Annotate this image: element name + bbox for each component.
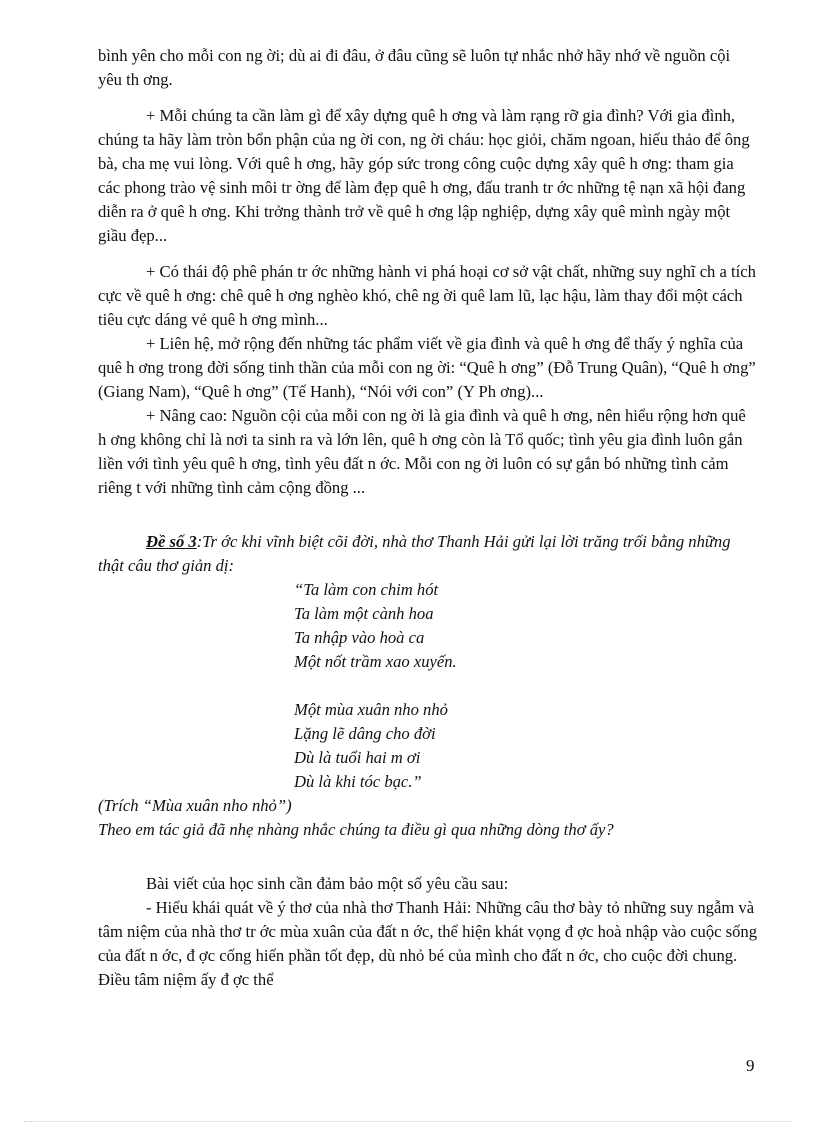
poem-line: Lặng lẽ dâng cho đời	[294, 724, 436, 743]
answer-intro: Bài viết của học sinh cần đảm bảo một số yêu cầu sau:	[146, 874, 509, 893]
poem-line: Một mùa xuân nho nhỏ	[294, 700, 448, 719]
poem-line: “Ta làm con chim hót	[294, 580, 439, 599]
poem-line: Một nốt trầm xao xuyến.	[294, 652, 457, 671]
body-paragraph: bình yên cho mỗi con ng ời; dù ai đi đâu, ở đâu cũng sẽ luôn tự nhắc nhở hãy nhớ về nguồn cội yêu th ơng.	[98, 46, 731, 89]
body-paragraph: + Mỗi chúng ta cần làm gì để xây dựng quê h ơng và làm rạng rỡ gia đình? Với gia đình, chúng ta hãy làm tròn bổn phận của ng ời con, ng ời cháu: học giỏi, chăm ngoan, hiếu thảo để ông bà, cha mẹ vui lòng. Với quê h ơng, hãy góp sức trong công cuộc dựng xây quê h ơng: tham gia các phong trào vệ sinh môi tr ờng để làm đẹp quê h ơng, đấu tranh tr ớc những tệ nạn xã hội đang diễn ra ở quê h ơng. Khi trởng thành trở về quê h ơng lập nghiệp, dựng xây quê mình ngày một giầu đẹp...	[98, 106, 750, 245]
page-bottom-divider	[24, 1121, 792, 1122]
poem-line: Dù là khi tóc bạc.”	[294, 772, 422, 791]
exam-intro: :Tr ớc khi vĩnh biệt cõi đời, nhà thơ Thanh Hải gửi lại lời trăng trối bằng những thật câu thơ giản dị:	[98, 532, 731, 575]
body-paragraph: + Liên hệ, mở rộng đến những tác phẩm viết về gia đình và quê h ơng để thấy ý nghĩa của quê h ơng trong đời sống tinh thần của mỗi con ng ời: “Quê h ơng” (Đỗ Trung Quân), “Quê h ơng” (Giang Nam), “Quê h ơng” (Tế Hanh), “Nói với con” (Y Ph ơng)...	[98, 334, 756, 401]
exam-label: Đề số 3	[146, 532, 197, 551]
answer-paragraph: - Hiểu khái quát về ý thơ của nhà thơ Thanh Hải: Những câu thơ bày tỏ những suy ngẫm và tâm niệm của nhà thơ tr ớc mùa xuân của đất n ớc, thể hiện khát vọng đ ợc hoà nhập vào cuộc sống của đất n ớc, đ ợc cống hiến phần tốt đẹp, dù nhỏ bé của mình cho đất n ớc, cho cuộc đời chung. Điều tâm niệm ấy đ ợc thể	[98, 898, 758, 989]
poem	[294, 578, 758, 794]
poem-source: (Trích “Mùa xuân nho nhỏ”)	[98, 796, 292, 815]
page-content	[98, 44, 758, 992]
page-number: 9	[746, 1056, 755, 1075]
poem-line: Ta làm một cành hoa	[294, 604, 434, 623]
body-paragraph: + Có thái độ phê phán tr ớc những hành vi phá hoại cơ sở vật chất, những suy nghĩ ch a tích cực về quê h ơng: chê quê h ơng nghèo khó, chê ng ời quê lam lũ, lạc hậu, làm thay đổi một cách tiêu cực dáng vẻ quê h ơng mình...	[98, 262, 756, 329]
exam-prompt	[98, 530, 758, 578]
stanza-spacer	[294, 674, 758, 698]
exam-question: Theo em tác giả đã nhẹ nhàng nhắc chúng ta điều gì qua những dòng thơ ấy?	[98, 820, 614, 839]
body-paragraph: + Nâng cao: Nguồn cội của mỗi con ng ời là gia đình và quê h ơng, nên hiểu rộng hơn quê h ơng không chỉ là nơi ta sinh ra và lớn lên, quê h ơng còn là Tổ quốc; tình yêu gia đình luôn gắn liền với tình yêu quê h ơng, tình yêu đất n ớc. Mỗi con ng ời luôn có sự gắn bó những tình cảm riêng t với những tình cảm cộng đồng ...	[98, 406, 746, 497]
poem-line: Dù là tuổi hai m ơi	[294, 748, 421, 767]
poem-line: Ta nhập vào hoà ca	[294, 628, 425, 647]
